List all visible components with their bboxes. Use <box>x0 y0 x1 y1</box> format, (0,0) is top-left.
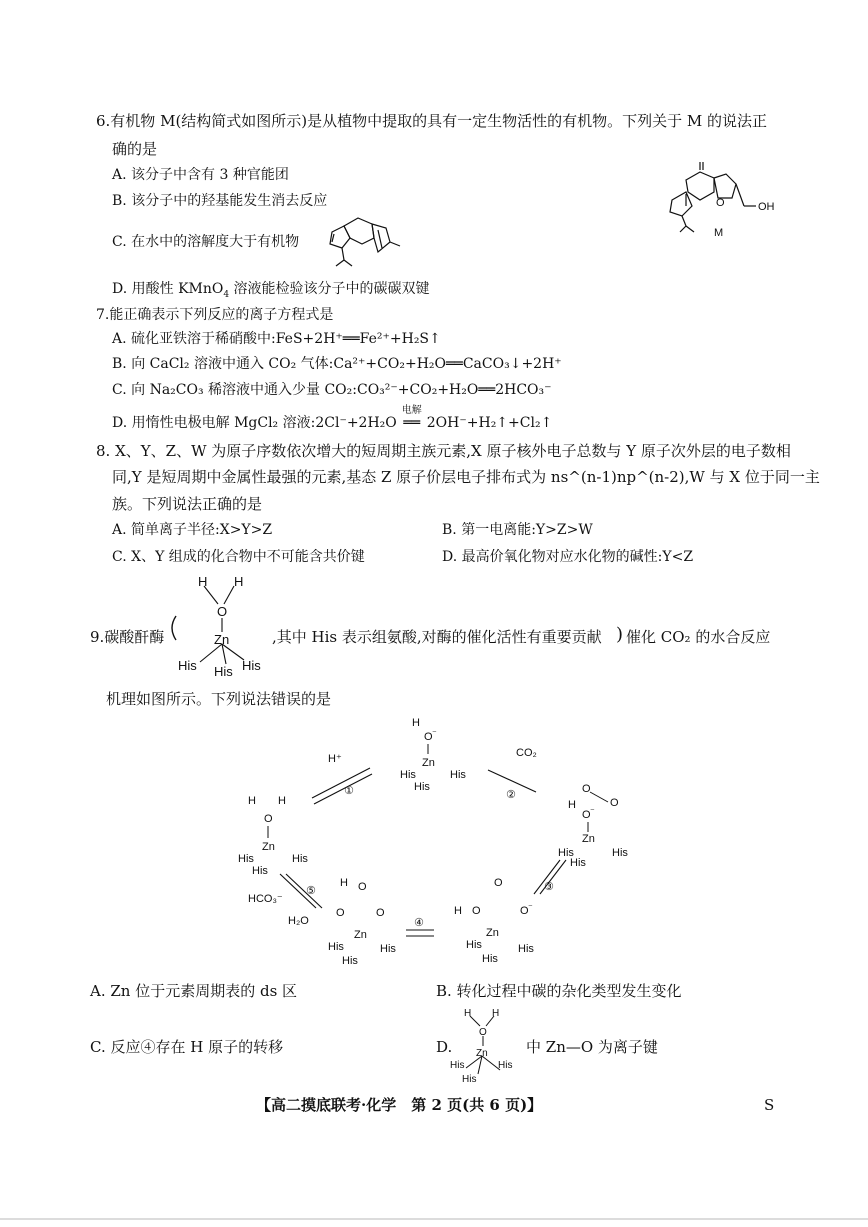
q6-option-b: B. 该分子中的羟基能发生消去反应 <box>112 193 328 209</box>
q7-option-a: A. 硫化亚铁溶于稀硝酸中:FeS+2H⁺══Fe²⁺+H₂S↑ <box>112 331 441 347</box>
svg-text:H: H <box>568 799 576 811</box>
species-right <box>558 783 628 869</box>
species-left <box>238 795 308 877</box>
svg-text:H: H <box>198 574 208 589</box>
q9-option-a: A. Zn 位于元素周期表的 ds 区 <box>90 982 298 1000</box>
svg-text:O: O <box>520 905 529 917</box>
q9-option-d-prefix: D. <box>436 1038 453 1056</box>
svg-text:O: O <box>610 797 619 809</box>
q8-stem-line2: 同,Y 是短周期中金属性最强的元素,基态 Z 原子价层电子排布式为 ns^(n-1)np^(n-2),W 与 X 位于同一主 <box>112 468 820 486</box>
label-h2o: H₂O <box>288 915 309 927</box>
species-bottom-left <box>328 877 396 967</box>
svg-text:O: O <box>358 881 367 893</box>
q6-molecule-m <box>662 160 782 240</box>
q7-option-d: D. 用惰性电极电解 MgCl₂ 溶液:2Cl⁻+2H₂O 电解 ══ 2OH⁻+H₂↑+Cl₂↑ <box>112 414 552 432</box>
svg-text:His: His <box>466 939 482 951</box>
q8-option-c: C. X、Y 组成的化合物中不可能含共价键 <box>112 549 365 565</box>
svg-text:H: H <box>278 795 286 807</box>
q6-option-c: C. 在水中的溶解度大于有机物 <box>112 234 300 250</box>
svg-text:His: His <box>498 1060 513 1071</box>
label-step1: ① <box>344 785 354 797</box>
svg-text:H: H <box>234 574 244 589</box>
svg-text:His: His <box>292 853 308 865</box>
svg-text:His: His <box>558 847 574 859</box>
q6-option-a: A. 该分子中含有 3 种官能团 <box>112 167 289 183</box>
label-co2: CO₂ <box>516 747 537 759</box>
q9-stem-prefix: 9.碳酸酐酶 <box>90 628 165 646</box>
q9-option-d-suffix: 中 Zn—O 为离子键 <box>526 1038 658 1056</box>
q7-option-b: B. 向 CaCl₂ 溶液中通入 CO₂ 气体:Ca²⁺+CO₂+H₂O══CaCO₃↓+2H⁺ <box>112 356 562 372</box>
arrow-step1-back <box>314 774 372 804</box>
q7-stem: 7.能正确表示下列反应的离子方程式是 <box>96 307 334 323</box>
svg-text:His: His <box>214 664 233 676</box>
svg-text:His: His <box>482 953 498 965</box>
label-hco3: HCO₃⁻ <box>248 893 283 905</box>
svg-text:H: H <box>454 905 462 917</box>
arrow-step5-back <box>286 874 322 908</box>
svg-text:O: O <box>582 783 591 795</box>
svg-text:His: His <box>242 658 261 673</box>
svg-text:H: H <box>340 877 348 889</box>
label-step3: ③ <box>544 881 554 893</box>
svg-text:His: His <box>570 857 586 869</box>
svg-text:O: O <box>494 877 503 889</box>
svg-text:O: O <box>472 905 481 917</box>
svg-text:O: O <box>582 809 591 821</box>
svg-text:Zn: Zn <box>476 1048 488 1059</box>
m-oh-label: OH <box>758 201 775 213</box>
q7-option-c: C. 向 Na₂CO₃ 稀溶液中通入少量 CO₂:CO₃²⁻+CO₂+H₂O══2HCO₃⁻ <box>112 382 552 398</box>
species-top <box>400 717 466 793</box>
q9-zinc-complex-inline <box>166 572 274 676</box>
svg-text:His: His <box>178 658 197 673</box>
svg-text:His: His <box>380 943 396 955</box>
q8-stem-line1: 8. X、Y、Z、W 为原子序数依次增大的短周期主族元素,X 原子核外电子总数与 Y 原子次外层的电子数相 <box>96 442 791 460</box>
q9-stem-line2: 机理如图所示。下列说法错误的是 <box>106 690 332 708</box>
svg-text:His: His <box>612 847 628 859</box>
q9-mechanism-diagram <box>220 712 660 972</box>
svg-text:Zn: Zn <box>262 841 275 853</box>
svg-text:O: O <box>479 1027 487 1038</box>
page-footer: 【高二摸底联考·化学 第 2 页(共 6 页)】 <box>256 1096 543 1114</box>
svg-text:O: O <box>264 813 273 825</box>
q8-option-a: A. 简单离子半径:X>Y>Z <box>112 522 273 538</box>
svg-text:O: O <box>217 604 228 619</box>
footer-code: S <box>764 1096 775 1114</box>
svg-text:His: His <box>450 1060 465 1071</box>
svg-text:Zn: Zn <box>354 929 367 941</box>
svg-text:His: His <box>400 769 416 781</box>
label-step4: ④ <box>414 917 424 929</box>
svg-text:Zn: Zn <box>422 757 435 769</box>
svg-text:His: His <box>462 1074 477 1084</box>
m-label: M <box>714 227 724 239</box>
svg-text:Zn: Zn <box>214 632 230 647</box>
q9-stem-suffix: 催化 CO₂ 的水合反应 <box>626 628 771 646</box>
q6-option-d: D. 用酸性 KMnO$_4$ 溶液能检验该分子中的碳碳双键 <box>112 281 430 300</box>
svg-text:H: H <box>464 1008 472 1019</box>
svg-text:His: His <box>518 943 534 955</box>
q9-stem-middle: ,其中 His 表示组氨酸,对酶的催化活性有重要贡献 <box>272 628 602 646</box>
svg-text:H: H <box>412 717 420 729</box>
label-step5: ⑤ <box>306 885 316 897</box>
svg-text:His: His <box>342 955 358 967</box>
svg-text:His: His <box>252 865 268 877</box>
svg-text:His: His <box>238 853 254 865</box>
svg-text:His: His <box>414 781 430 793</box>
q9-option-c: C. 反应④存在 H 原子的转移 <box>90 1038 284 1056</box>
q6-stem-line1: 6.有机物 M(结构简式如图所示)是从植物中提取的具有一定生物活性的有机物。下列关于 M 的说法正 <box>96 112 768 130</box>
svg-text:O: O <box>376 907 385 919</box>
svg-text:H: H <box>248 795 256 807</box>
q6-option-c-molecule <box>312 212 422 272</box>
svg-text:⁻: ⁻ <box>590 806 595 816</box>
svg-text:His: His <box>328 941 344 953</box>
m-oxygen-label: O <box>716 197 725 209</box>
svg-text:Zn: Zn <box>486 927 499 939</box>
svg-text:Zn: Zn <box>582 833 595 845</box>
electrolysis-condition: 电解 <box>401 405 422 416</box>
svg-text:O: O <box>336 907 345 919</box>
q8-option-b: B. 第一电离能:Y>Z>W <box>442 522 593 538</box>
q9-close-paren: ) <box>616 624 624 645</box>
label-step2: ② <box>506 789 516 801</box>
q9-option-d-complex <box>450 1004 522 1084</box>
q6-stem-line2: 确的是 <box>112 140 158 158</box>
q8-option-d: D. 最高价氧化物对应水化物的碱性:Y<Z <box>442 549 694 565</box>
svg-text:⁻: ⁻ <box>432 728 437 738</box>
svg-text:His: His <box>450 769 466 781</box>
svg-text:⁻: ⁻ <box>528 902 533 912</box>
svg-text:H: H <box>492 1008 500 1019</box>
bottom-divider <box>0 1218 868 1220</box>
label-hplus: H⁺ <box>328 753 342 765</box>
q8-stem-line3: 族。下列说法正确的是 <box>112 495 263 513</box>
svg-text:O: O <box>424 731 433 743</box>
q9-option-b: B. 转化过程中碳的杂化类型发生变化 <box>436 982 682 1000</box>
species-bottom-right <box>454 877 534 965</box>
arrow-step1-forward <box>312 768 370 798</box>
